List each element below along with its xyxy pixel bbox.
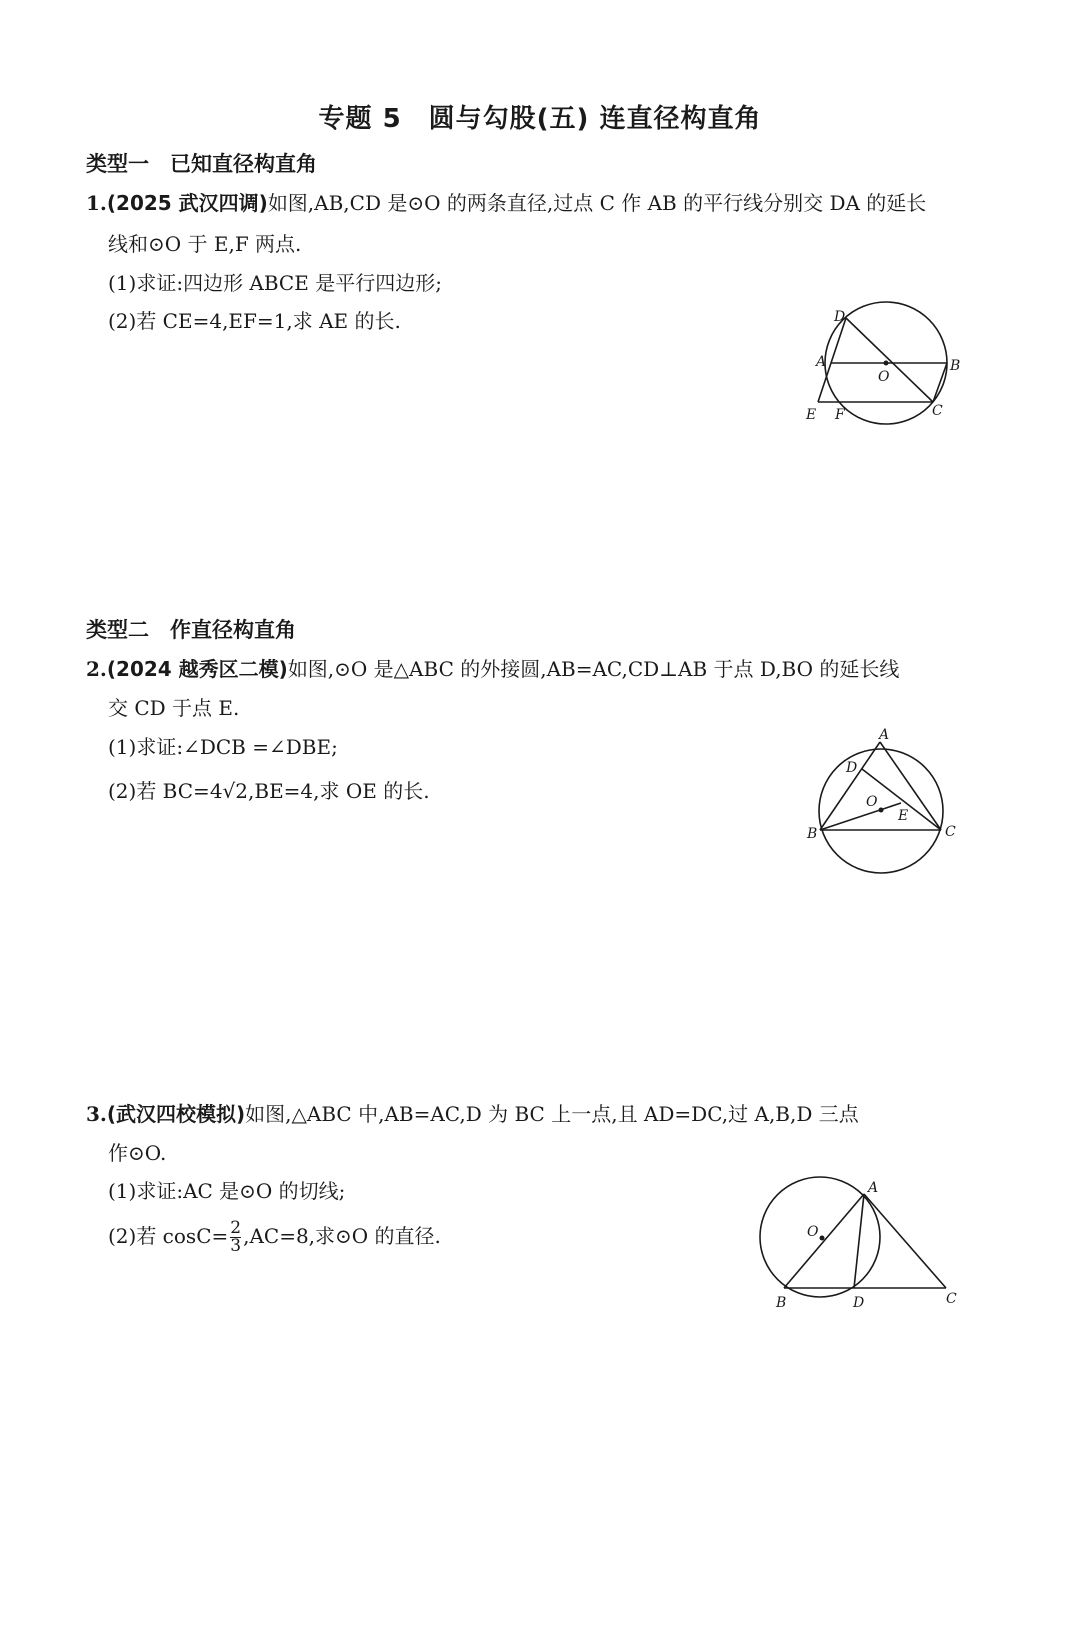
fraction-numerator: 2 — [230, 1218, 242, 1238]
label-f: F — [835, 407, 845, 423]
problem-2-stem — [86, 653, 899, 682]
segment-ad — [854, 1194, 864, 1288]
center-point — [879, 808, 884, 813]
problem-3-part-2 — [108, 1220, 441, 1255]
problem-number: 3. — [86, 1102, 107, 1126]
problem-2-part-1: (1)求证:∠DCB =∠DBE; — [108, 735, 338, 759]
problem-2-part-2: (2)若 BC=4√2,BE=4,求 OE 的长. — [108, 779, 430, 803]
problem-stem-text: 如图,△ABC 中,AB=AC,D 为 BC 上一点,且 AD=DC,过 A,B,D 三点 — [245, 1102, 859, 1126]
center-point — [884, 361, 889, 366]
problem-3-figure — [750, 1168, 970, 1318]
section-heading-2: 类型二 作直径构直角 — [86, 618, 296, 642]
label-d: D — [834, 309, 846, 325]
segment-ab — [784, 1194, 864, 1288]
problem-2-figure — [800, 726, 980, 886]
label-a: A — [879, 727, 890, 743]
problem-3-stem — [86, 1098, 859, 1127]
problem-number: 1. — [86, 191, 107, 215]
problem-source: (武汉四校模拟) — [106, 1102, 246, 1126]
label-o: O — [807, 1224, 819, 1240]
label-a: A — [868, 1180, 879, 1196]
part-2-prefix: (2)若 cosC= — [108, 1224, 229, 1248]
part-2-suffix: ,AC=8,求⊙O 的直径. — [243, 1224, 441, 1248]
label-d: D — [846, 760, 858, 776]
problem-3-stem-cont: 作⊙O. — [108, 1141, 167, 1165]
label-d: D — [853, 1295, 865, 1311]
segment-dc — [846, 318, 933, 402]
segment-ab — [820, 742, 880, 830]
label-c: C — [946, 1291, 957, 1307]
fraction-denominator: 3 — [230, 1236, 242, 1256]
label-a: A — [816, 354, 827, 370]
problem-number: 2. — [86, 657, 107, 681]
segment-ac — [864, 1194, 946, 1288]
problem-source: (2024 越秀区二模) — [106, 657, 288, 681]
label-e: E — [806, 407, 817, 423]
fraction — [230, 1220, 241, 1255]
segment-ac — [880, 742, 941, 830]
label-o: O — [878, 369, 890, 385]
problem-stem-text: 如图,AB,CD 是⊙O 的两条直径,过点 C 作 AB 的平行线分别交 DA 的延长 — [267, 191, 927, 215]
label-c: C — [945, 824, 956, 840]
page-title: 专题 5 圆与勾股(五) 连直径构直角 — [318, 104, 762, 134]
label-b: B — [776, 1295, 787, 1311]
label-b: B — [807, 826, 818, 842]
label-c: C — [932, 403, 943, 419]
problem-1-stem — [86, 187, 926, 216]
problem-1-part-2: (2)若 CE=4,EF=1,求 AE 的长. — [108, 309, 401, 333]
label-o: O — [866, 794, 878, 810]
problem-3-part-1: (1)求证:AC 是⊙O 的切线; — [108, 1179, 346, 1203]
segment-be — [820, 803, 901, 830]
label-e: E — [898, 808, 909, 824]
center-point — [820, 1236, 825, 1241]
problem-stem-text: 如图,⊙O 是△ABC 的外接圆,AB=AC,CD⊥AB 于点 D,BO 的延长线 — [287, 657, 900, 681]
label-b: B — [950, 358, 961, 374]
section-heading-1: 类型一 已知直径构直角 — [86, 152, 317, 176]
problem-source: (2025 武汉四调) — [106, 191, 268, 215]
problem-2-stem-cont: 交 CD 于点 E. — [108, 696, 240, 720]
problem-1-part-1: (1)求证:四边形 ABCE 是平行四边形; — [108, 271, 442, 295]
problem-1-figure — [800, 296, 980, 436]
segment-bc — [933, 363, 947, 402]
problem-1-stem-cont: 线和⊙O 于 E,F 两点. — [108, 232, 302, 256]
